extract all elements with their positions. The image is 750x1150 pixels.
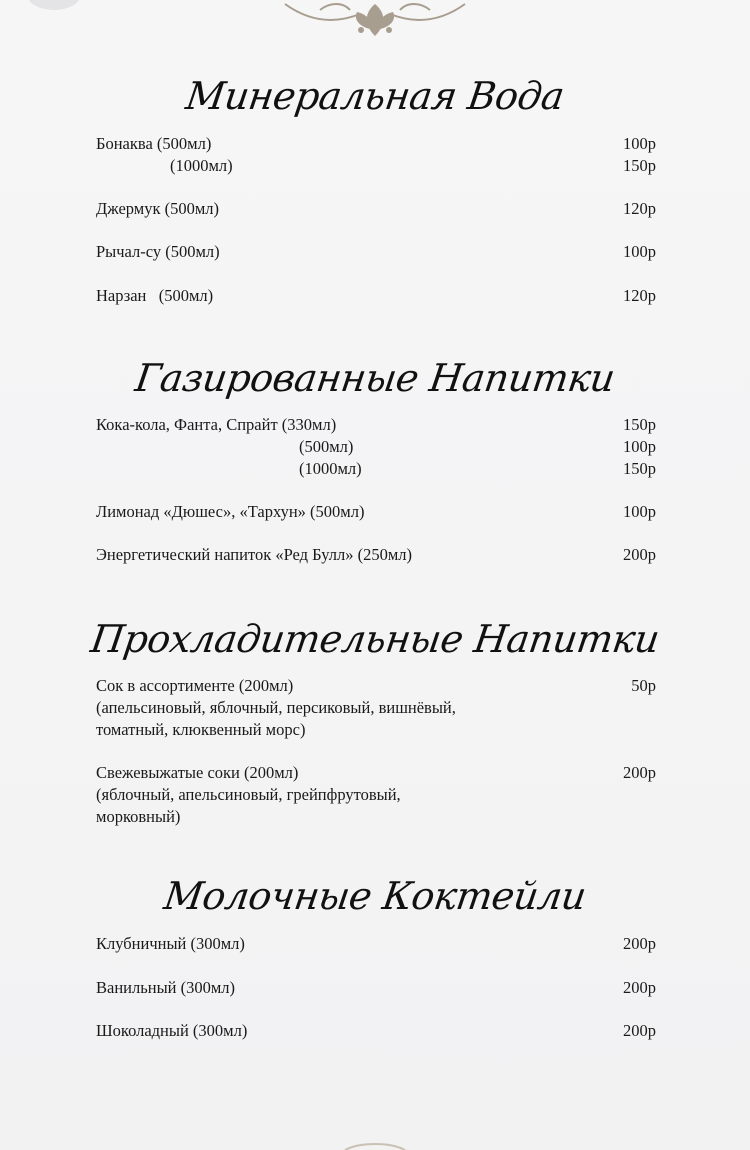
menu-item [96, 241, 656, 263]
item-price: 200р [623, 1021, 656, 1040]
item-price: 200р [623, 545, 656, 564]
item-price: 200р [623, 763, 656, 782]
menu-item [96, 762, 656, 784]
item-name: Сок в ассортименте (200мл) [96, 676, 294, 695]
item-price: 200р [623, 934, 656, 953]
section-title-cold-drinks: Прохладительные Напитки [88, 617, 662, 661]
item-name: Нарзан (500мл) [96, 286, 214, 305]
item-price: 150р [623, 459, 656, 478]
item-price: 150р [623, 415, 656, 434]
item-name: Клубничный (300мл) [96, 934, 245, 953]
item-price: 200р [623, 978, 656, 997]
item-details: (яблочный, апельсиновый, грейпфрутовый, [96, 785, 401, 804]
item-price: 120р [623, 286, 656, 305]
section-title-mineral-water: Минеральная Вода [183, 74, 567, 118]
item-price: 50р [631, 676, 656, 695]
item-name: Джермук (500мл) [96, 199, 220, 218]
item-details: томатный, клюквенный морс) [96, 720, 306, 739]
menu-item [96, 933, 656, 955]
item-name: Бонаква (500мл) [96, 134, 212, 153]
corner-shadow [28, 0, 80, 10]
menu-item [96, 436, 656, 458]
item-price: 100р [623, 242, 656, 261]
item-price: 100р [623, 437, 656, 456]
item-price: 100р [623, 134, 656, 153]
item-name: Ванильный (300мл) [96, 978, 236, 997]
menu-item [96, 1020, 656, 1042]
item-details: морковный) [96, 807, 181, 826]
menu-item [96, 414, 656, 436]
item-name: Кока-кола, Фанта, Спрайт (330мл) [96, 415, 337, 434]
item-name: (1000мл) [170, 156, 233, 175]
menu-item [96, 675, 656, 697]
menu-item [96, 458, 656, 480]
menu-item [96, 155, 656, 177]
menu-item [96, 501, 656, 523]
item-price: 100р [623, 502, 656, 521]
item-details: (апельсиновый, яблочный, персиковый, вишнёвый, [96, 698, 456, 717]
menu-item [96, 544, 656, 566]
menu-item [96, 977, 656, 999]
item-price: 150р [623, 156, 656, 175]
menu-item [96, 133, 656, 155]
section-title-soft-drinks: Газированные Напитки [132, 356, 618, 400]
item-name: Свежевыжатые соки (200мл) [96, 763, 299, 782]
floral-ornament-icon [265, 0, 485, 40]
menu-item [96, 285, 656, 307]
floral-ornament-icon [340, 1140, 410, 1150]
item-price: 120р [623, 199, 656, 218]
item-name: Шоколадный (300мл) [96, 1021, 248, 1040]
item-name: Рычал-су (500мл) [96, 242, 220, 261]
item-name: Энергетический напиток «Ред Булл» (250мл) [96, 545, 413, 564]
item-name: (1000мл) [299, 459, 362, 478]
item-name: (500мл) [299, 437, 354, 456]
section-title-milkshakes: Молочные Коктейли [161, 874, 589, 918]
item-name: Лимонад «Дюшес», «Тархун» (500мл) [96, 502, 365, 521]
menu-item [96, 198, 656, 220]
